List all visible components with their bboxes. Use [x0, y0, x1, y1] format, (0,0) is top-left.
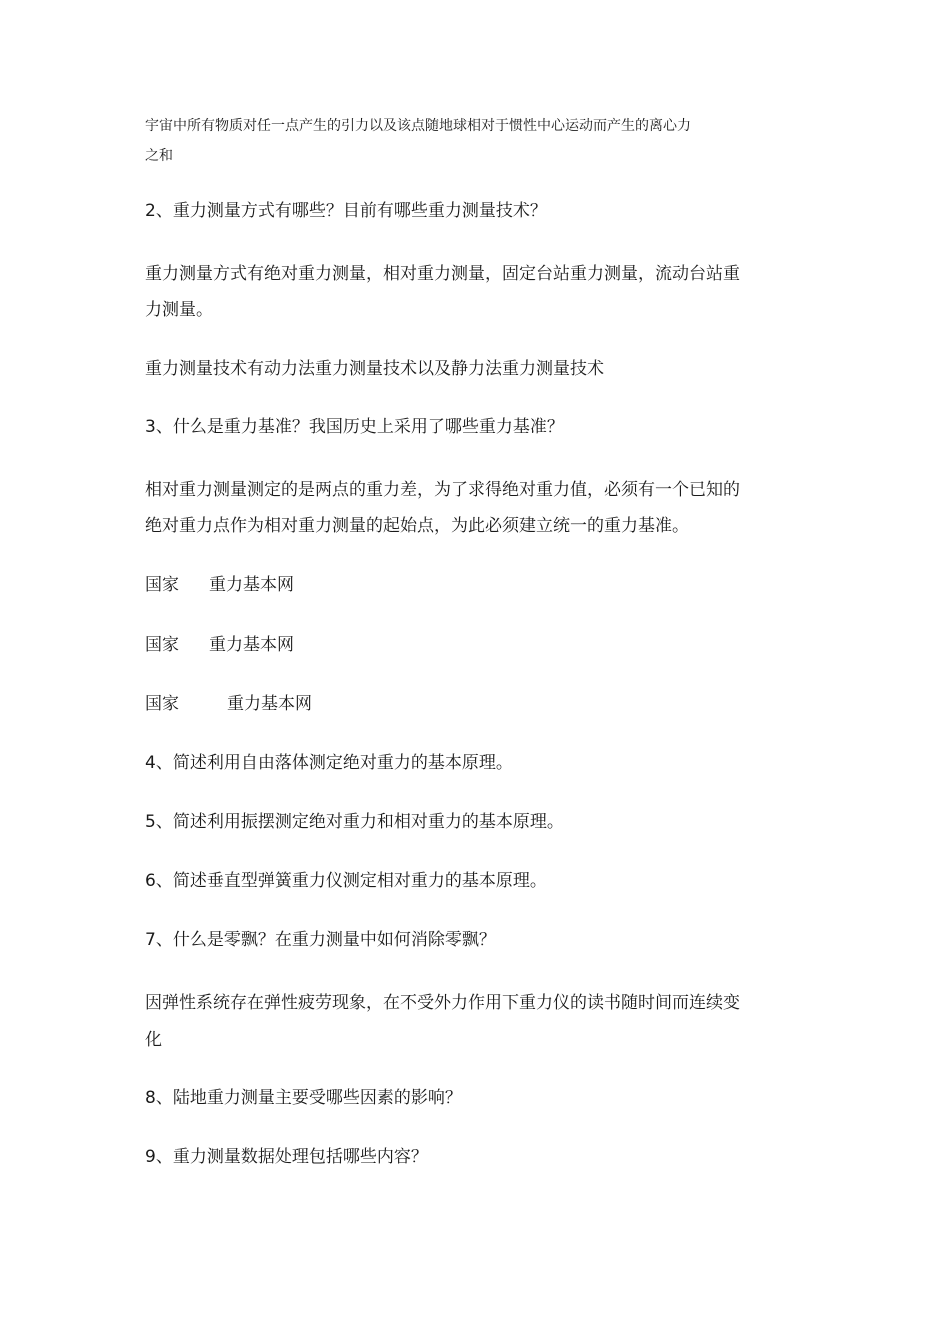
intro-line-2: 之和: [145, 148, 173, 164]
datum-row-1: [145, 573, 815, 597]
question-6: 6、简述垂直型弹簧重力仪测定相对重力的基本原理。: [145, 871, 547, 891]
answer-7-line-1: 因弹性系统存在弹性疲劳现象，在不受外力作用下重力仪的读书随时间而连续变: [145, 993, 740, 1013]
datum-row-2-prefix: 国家: [145, 635, 179, 655]
answer-3-line-1: 相对重力测量测定的是两点的重力差，为了求得绝对重力值，必须有一个已知的: [145, 480, 740, 500]
question-2: 2、重力测量方式有哪些？目前有哪些重力测量技术？: [145, 201, 547, 221]
question-9: 9、重力测量数据处理包括哪些内容？: [145, 1147, 428, 1167]
question-5: 5、简述利用振摆测定绝对重力和相对重力的基本原理。: [145, 812, 564, 832]
datum-row-1-prefix: 国家: [145, 575, 179, 595]
datum-row-3-prefix: 国家: [145, 694, 179, 714]
datum-row-1-suffix: 重力基本网: [209, 575, 294, 595]
question-4: 4、简述利用自由落体测定绝对重力的基本原理。: [145, 753, 513, 773]
answer-3-line-2: 绝对重力点作为相对重力测量的起始点，为此必须建立统一的重力基准。: [145, 516, 689, 536]
answer-2-line-1: 重力测量方式有绝对重力测量，相对重力测量，固定台站重力测量，流动台站重: [145, 264, 740, 284]
answer-2-paragraph-2: 重力测量技术有动力法重力测量技术以及静力法重力测量技术: [145, 359, 604, 379]
datum-row-3-suffix: 重力基本网: [227, 694, 312, 714]
answer-2-line-2: 力测量。: [145, 300, 213, 320]
question-3: 3、什么是重力基准？我国历史上采用了哪些重力基准？: [145, 417, 564, 437]
datum-row-2: [145, 633, 815, 657]
intro-line-1: 宇宙中所有物质对任一点产生的引力以及该点随地球相对于惯性中心运动而产生的离心力: [145, 118, 691, 134]
question-7: 7、什么是零飘？在重力测量中如何消除零飘？: [145, 930, 496, 950]
answer-7-line-2: 化: [145, 1030, 162, 1050]
datum-row-3: [145, 692, 815, 716]
datum-row-2-suffix: 重力基本网: [209, 635, 294, 655]
question-8: 8、陆地重力测量主要受哪些因素的影响？: [145, 1088, 462, 1108]
